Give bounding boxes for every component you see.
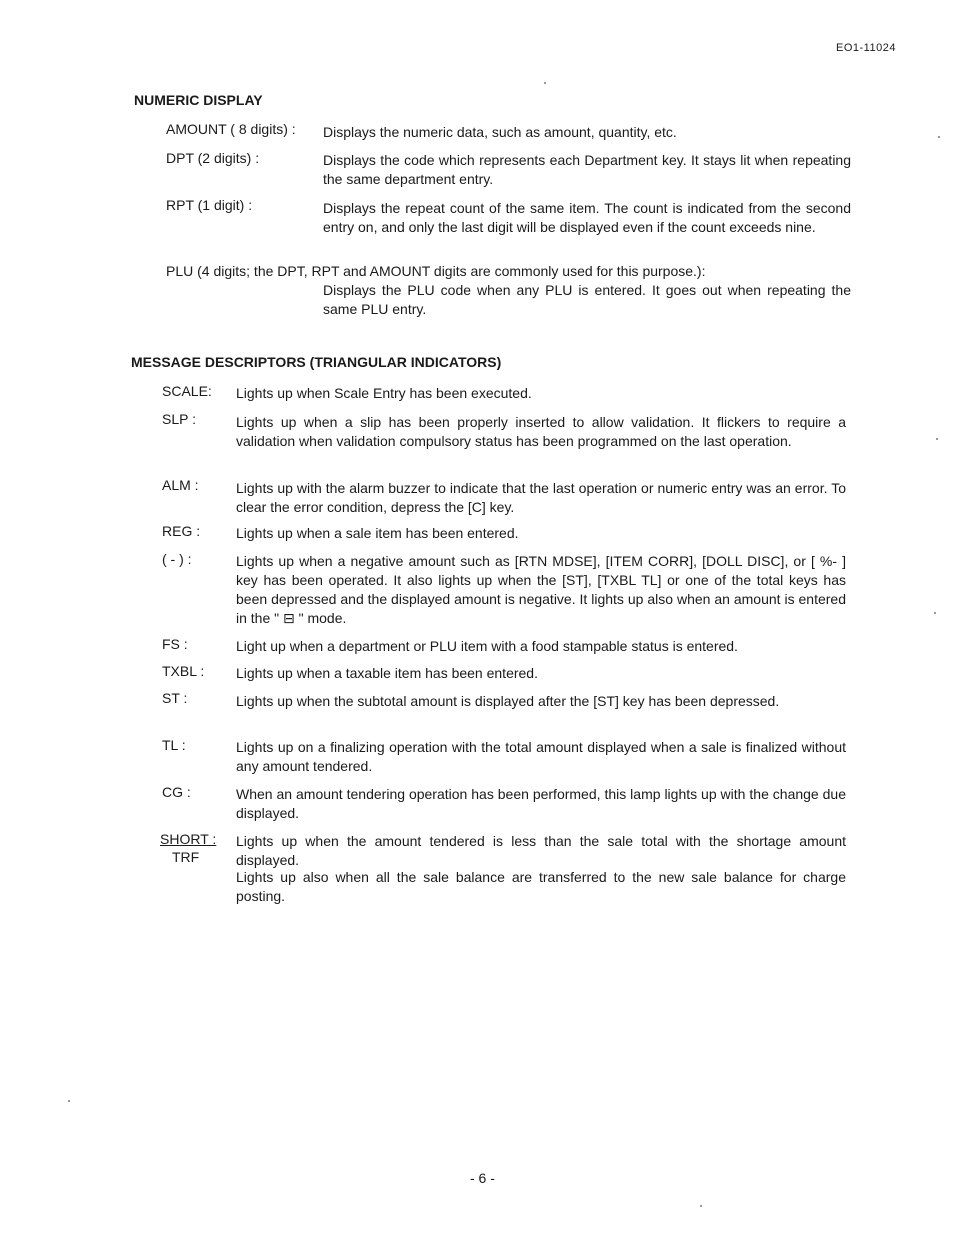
md-label: REG : — [162, 523, 201, 539]
md-desc: Lights up when Scale Entry has been executed. — [236, 385, 532, 401]
scan-speck — [68, 1100, 70, 1102]
md-desc-trf: Lights up also when all the sale balance are transferred to the new sale balance for charge posting. — [236, 869, 846, 904]
scan-speck — [700, 1205, 702, 1207]
md-label: SLP : — [162, 411, 196, 427]
md-desc: Lights up when the subtotal amount is displayed after the [ST] key has been depressed. — [236, 693, 780, 709]
scan-speck — [544, 82, 546, 84]
md-desc: Lights up when a negative amount such as [RTN MDSE], [ITEM CORR], [DOLL DISC], or [ %- ] key has been operated. It also lights up when the [ST], [TXBL TL] or one of the total keys has been depressed and the displayed amount is negative. It lights up also when an amount is entered in the " ⊟ " mode. — [236, 553, 846, 626]
md-label: TXBL : — [162, 663, 205, 679]
md-label-short: SHORT : — [160, 831, 217, 847]
scan-speck — [934, 612, 936, 614]
document-code: EO1-11024 — [836, 42, 896, 54]
md-label: ( - ) : — [162, 551, 192, 567]
md-desc-short: Lights up when the amount tendered is less than the sale total with the shortage amount displayed. — [236, 833, 846, 868]
md-desc: Light up when a department or PLU item with a food stampable status is entered. — [236, 638, 738, 654]
nd-desc: Displays the numeric data, such as amount, quantity, etc. — [323, 124, 677, 140]
md-label: ST : — [162, 690, 188, 706]
md-desc: Lights up with the alarm buzzer to indicate that the last operation or numeric entry was an error. To clear the error condition, depress the [C] key. — [236, 480, 846, 515]
md-desc: When an amount tendering operation has been performed, this lamp lights up with the change due displayed. — [236, 786, 846, 821]
nd-label: PLU (4 digits; the DPT, RPT and AMOUNT digits are commonly used for this purpose.): — [166, 263, 706, 279]
nd-desc: Displays the repeat count of the same item. The count is indicated from the second entry on, and only the last digit will be displayed even if the count exceeds nine. — [323, 200, 851, 235]
message-descriptors-heading: MESSAGE DESCRIPTORS (TRIANGULAR INDICATORS) — [131, 354, 502, 370]
page-number: - 6 - — [470, 1170, 495, 1186]
nd-desc: Displays the PLU code when any PLU is entered. It goes out when repeating the same PLU entry. — [323, 282, 851, 317]
md-label: FS : — [162, 636, 188, 652]
md-desc: Lights up when a taxable item has been entered. — [236, 665, 538, 681]
nd-label: RPT (1 digit) : — [166, 197, 253, 213]
nd-label: AMOUNT ( 8 digits) : — [166, 121, 296, 137]
md-desc: Lights up when a slip has been properly inserted to allow validation. It flickers to require a validation when validation compulsory status has been programmed on the last operation. — [236, 414, 846, 449]
md-label: CG : — [162, 784, 191, 800]
scan-speck — [938, 136, 940, 138]
md-desc: Lights up when a sale item has been entered. — [236, 525, 519, 541]
md-label: ALM : — [162, 477, 199, 493]
numeric-display-heading: NUMERIC DISPLAY — [134, 92, 263, 108]
scan-speck — [936, 438, 938, 440]
nd-desc: Displays the code which represents each Department key. It stays lit when repeating the same department entry. — [323, 152, 851, 187]
md-label-trf: TRF — [172, 849, 200, 865]
md-label: TL : — [162, 737, 186, 753]
nd-label: DPT (2 digits) : — [166, 150, 260, 166]
md-label: SCALE: — [162, 383, 212, 399]
md-desc: Lights up on a finalizing operation with the total amount displayed when a sale is finalized without any amount tendered. — [236, 739, 846, 774]
